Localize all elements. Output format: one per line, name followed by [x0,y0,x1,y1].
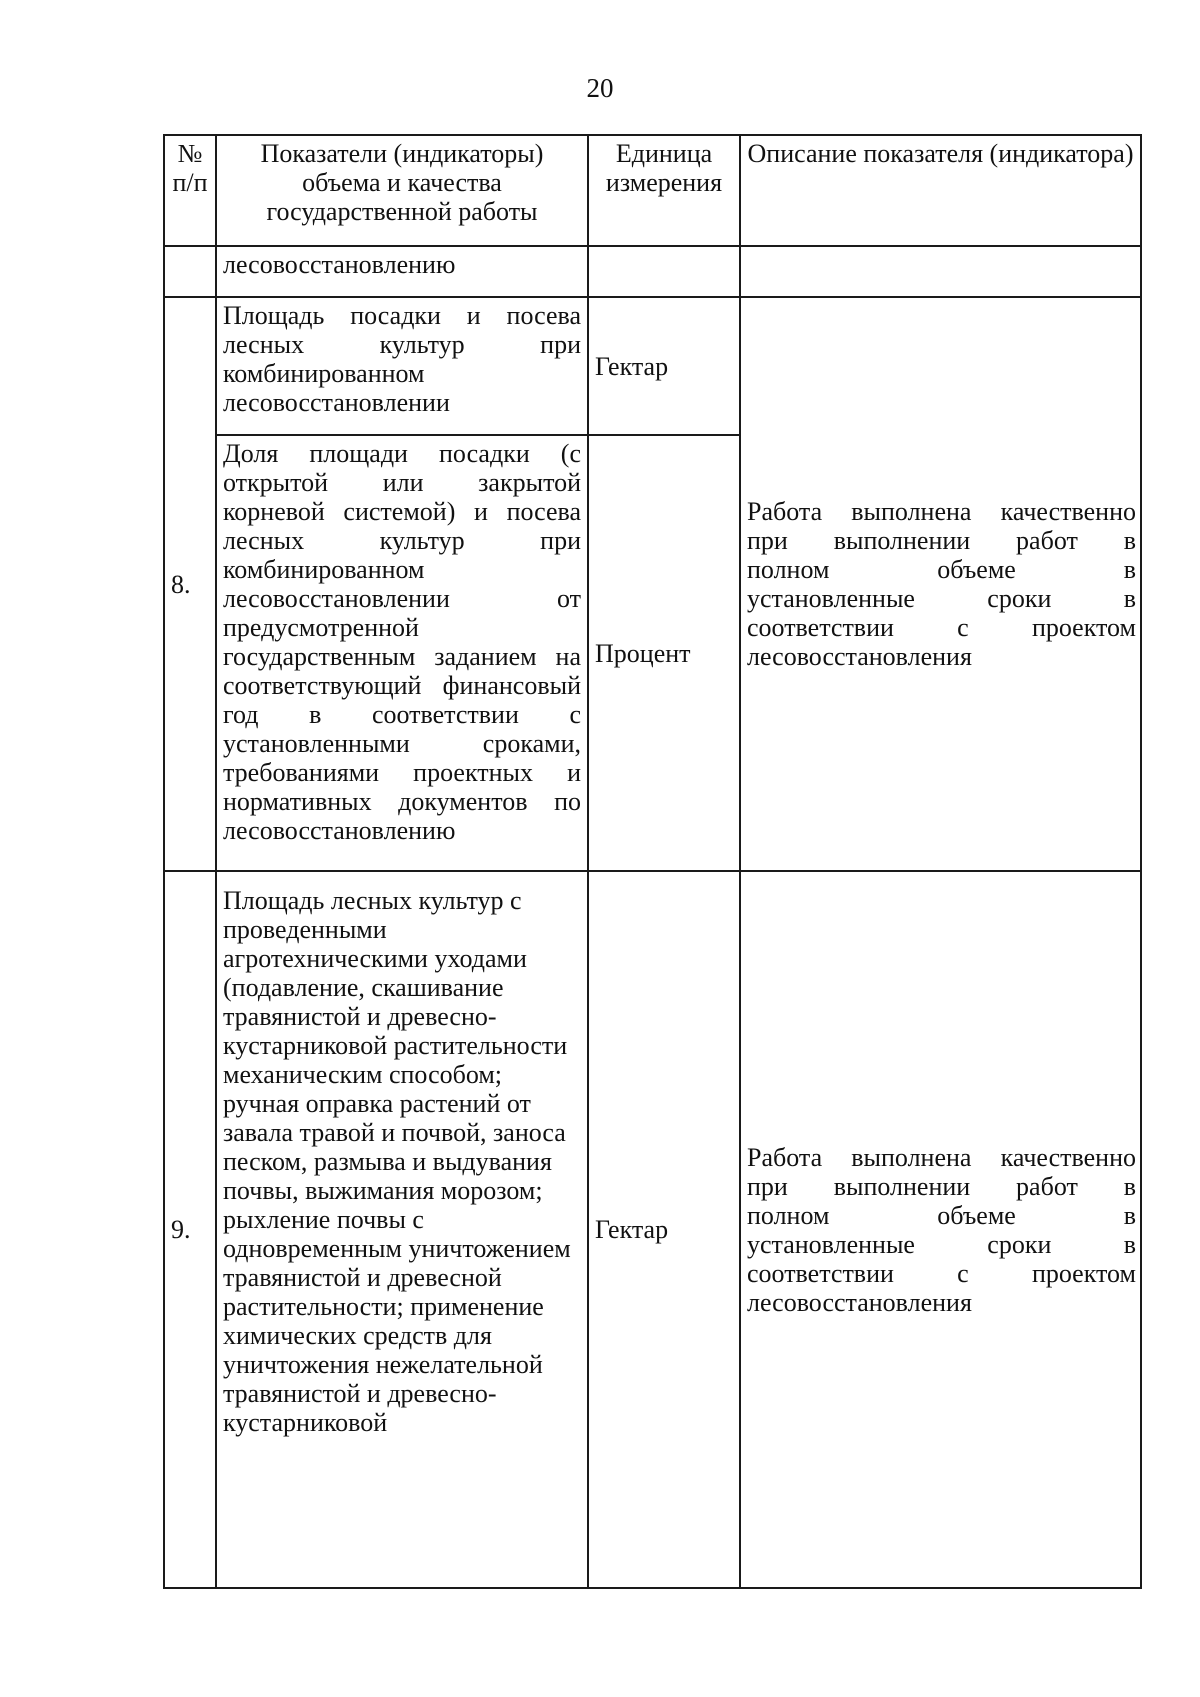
cell-empty [164,246,216,297]
description-line: соответствии с проектом [747,1258,1136,1288]
row-8-indicator-area: Площадь посадки и посева лесных культур при комбинированном лесовосстановлении [216,297,588,435]
description-line: Работа выполнена качественно [747,497,1136,526]
row-8-description [740,297,1141,871]
table-row-9 [164,871,1141,1588]
page-number: 20 [586,73,614,103]
description-line: установленные сроки в [747,1229,1136,1259]
description-line: полном объеме в [747,555,1136,584]
table-row-continuation [164,246,1141,297]
header-description: Описание показателя (индикатора) [740,135,1141,246]
indicators-table [163,134,1142,1589]
row-8-unit-area: Гектар [588,297,740,435]
row-8-number: 8. [164,297,216,871]
description-line: при выполнении работ в [747,526,1136,555]
description-line: установленные сроки в [747,584,1136,613]
continuation-text: лесовосстановлению [216,246,588,297]
row-9-indicator: Площадь лесных культур с проведенными агротехническими уходами (подавление, скашивание травянистой и древесно-кустарниковой растительности механическим способом; ручная оправка растений от завала травой и почвой, заноса песком, размыва и выдувания почвы, выжимания морозом; рыхление почвы с одновременным уничтожением травянистой и древесной растительности; применение химических средств для уничтожения нежелательной травянистой и древесно-кустарниковой [216,871,588,1588]
table-header-row [164,135,1141,246]
description-line: Работа выполнена качественно [747,1142,1136,1172]
row-8-unit-share: Процент [588,435,740,871]
table-row-8-area [164,297,1141,435]
cell-empty [740,246,1141,297]
description-line: лесовосстановления [747,1287,972,1317]
description-line: полном объеме в [747,1200,1136,1230]
header-indicator: Показатели (индикаторы) объема и качества государственной работы [216,135,588,246]
description-line: при выполнении работ в [747,1171,1136,1201]
description-line: соответствии с проектом [747,613,1136,642]
row-9-description [740,871,1141,1588]
cell-empty [588,246,740,297]
description-line: лесовосстановления [747,642,972,671]
row-9-number: 9. [164,871,216,1588]
header-num: № п/п [164,135,216,246]
row-8-indicator-share: Доля площади посадки (с открытой или закрытой корневой системой) и посева лесных культур при комбинированном лесовосстановлении от предусмотренной государственным заданием на соответствующий финансовый год в соответствии с установленными сроками, требованиями проектных и нормативных документов по лесовосстановлению [216,435,588,871]
row-9-unit: Гектар [588,871,740,1588]
header-unit: Единица измерения [588,135,740,246]
